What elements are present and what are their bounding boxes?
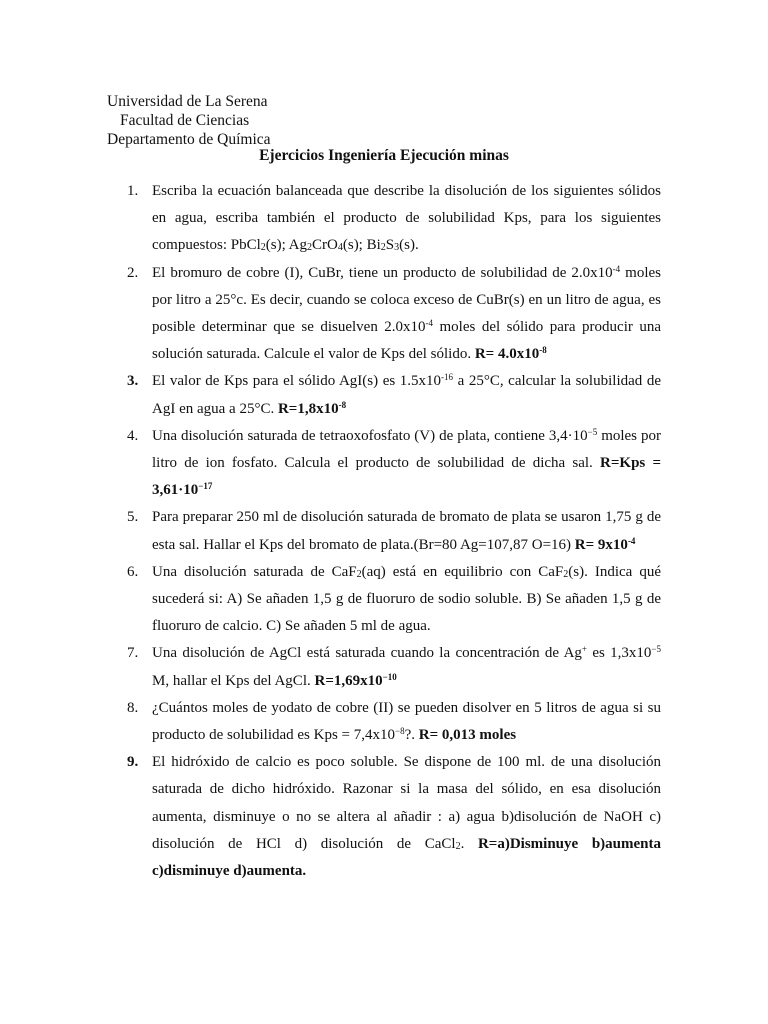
exercise-number: 5. [127,509,139,526]
exercise-item [127,640,661,694]
exercise-text: El hidróxido de calcio es poco soluble. Se dispone de 100 ml. de una disolución saturada de dicho hidróxido. Razonar si la masa del sólido, en esa disolución aumenta, disminuye o no se altera al añadir : a) agua b)disolución de NaOH c) disolución de HCl d) disolución de CaCl$_2$. R=a)Disminuye b)aumenta c)disminuye d)aumenta. [152,754,662,880]
exercise-item [127,504,661,558]
exercise-text: Una disolución saturada de tetraoxofosfato (V) de plata, contiene $3,4\cdot 10^{-5}$ moles por litro de ion fosfato. Calcula el producto de solubilidad de dicha sal. $R=Kps = 3,61\cdot 10^{-17}$ [152,426,661,499]
exercise-text: ¿Cuántos moles de yodato de cobre (II) se pueden disolver en 5 litros de agua si su producto de solubilidad es Kps = $7,4x10^{-8}$?. R= 0,013 moles [152,699,661,744]
exercise-number: 4. [127,427,139,444]
exercise-number: 7. [127,645,139,662]
exercise-text: Escriba la ecuación balanceada que describe la disolución de los siguientes sólidos en agua, escriba también el producto de solubilidad Kps, para los siguientes compuestos: PbCl$_2$(s); $Ag_2CrO_4(s)$; $Bi_2S_3(s)$. [152,183,661,254]
exercise-text: Para preparar 250 ml de disolución saturada de bromato de plata se usaron 1,75 g de esta sal. Hallar el Kps del bromato de plata.(Br=80 Ag=107,87 O=16) $R= 9x10^{-4}$ [152,509,661,553]
exercise-answer: R= 0,013 moles [418,727,517,744]
exercise-item [127,368,661,422]
exercise-number: 9. [127,754,139,771]
exercise-list [127,178,662,885]
exercise-item [127,695,661,749]
document-title: Ejercicios Ingeniería Ejecución minas [259,147,509,164]
exercise-text: Una disolución de AgCl está saturada cuando la concentración de Ag+ es $1,3x10^{-5}$ M, hallar el Kps del AgCl. $R=1,69x10^{-10}$ [152,644,661,689]
exercise-item [127,178,661,260]
exercise-text: Una disolución saturada de CaF$_2$(aq) está en equilibrio con CaF$_2$(s). Indica qué sucederá si: A) Se añaden 1,5 g de fluoruro de sodio soluble. B) Se añaden 1,5 g de fluoruro de calcio. C) Se añaden 5 ml de agua. [152,563,662,635]
exercise-answer: $R= 9x10^{-4}$ [574,535,636,553]
document-header [107,92,271,149]
exercise-item [127,260,661,369]
exercise-number: 3. [127,373,139,390]
exercise-item [127,749,662,885]
exercise-number: 2. [127,264,139,281]
exercise-number: 6. [127,563,139,580]
exercise-text: El bromuro de cobre (I), CuBr, tiene un producto de solubilidad de $2.0x10^{-4}$ moles por litro a 25°c. Es decir, cuando se coloca exceso de CuBr(s) en un litro de agua, es posible determinar que se disuelven $2.0x10^{-4}$ moles del sólido para producir una solución saturada. Calcule el valor de Kps del sólido. $R= 4.0x10^{-8}$ [152,263,661,363]
exercise-answer: $R=1,69x10^{-10}$ [314,671,397,689]
exercise-answer: R=a)Disminuye b)aumenta c)disminuye d)aumenta. [152,835,662,880]
exercise-item [127,559,662,641]
exercise-answer: $R= 4.0x10^{-8}$ [474,345,547,363]
department-name: Departamento de Química [107,131,271,148]
exercise-item [127,423,661,505]
exercise-text: El valor de Kps para el sólido AgI(s) es $1.5x10^{-16}$ a 25°C, calcular la solubilidad de AgI en agua a 25°C. $R=1,8x10^{-8}$ [152,372,661,417]
exercise-number: 8. [127,699,139,716]
university-name: Universidad de La Serena [107,93,268,110]
exercise-answer: $R=1,8x10^{-8}$ [277,399,347,417]
exercise-answer: $R=Kps = 3,61\cdot 10^{-17}$ [152,455,661,499]
faculty-name: Facultad de Ciencias [120,112,250,129]
exercise-number: 1. [127,183,139,199]
